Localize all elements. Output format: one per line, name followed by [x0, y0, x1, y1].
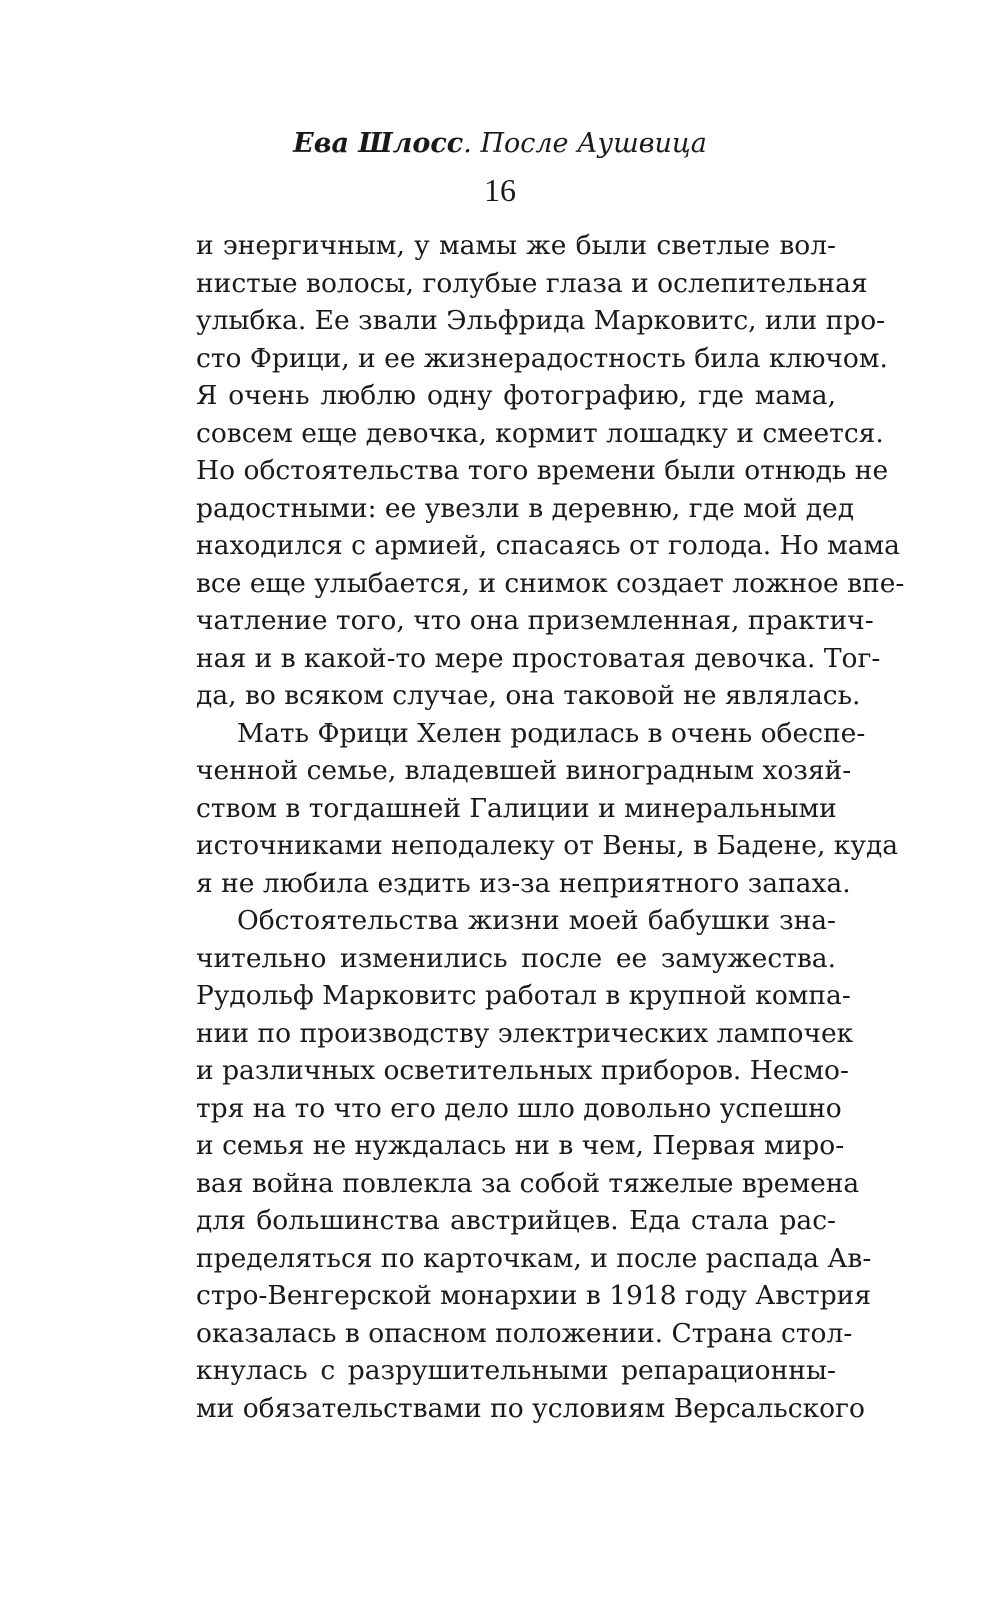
text-line: тря на то что его дело шло довольно успешно: [196, 1092, 842, 1124]
text-line: Обстоятельства жизни моей бабушки зна-: [237, 905, 836, 936]
paragraph: [196, 227, 905, 715]
text-line: и семья не нуждалась ни в чем, Первая миро-: [196, 1130, 845, 1161]
text-line: радостными: ее увезли в деревню, где мой дед: [196, 492, 855, 524]
text-line: оказалась в опасном положении. Страна стол-: [196, 1317, 853, 1349]
text-line: сто Фрици, и ее жизнерадостность била ключом.: [196, 342, 888, 374]
text-line: Но обстоятельства того времени были отнюдь не: [196, 455, 889, 486]
text-line: для большинства австрийцев. Еда стала рас-: [196, 1205, 836, 1236]
text-line: ми обязательствами по условиям Версальского: [196, 1392, 865, 1424]
header-author: Ева Шлосс: [293, 128, 464, 159]
text-line: чатление того, что она приземленная, практич-: [196, 605, 874, 636]
text-line: все еще улыбается, и снимок создает ложное впе-: [196, 567, 905, 599]
running-header: [0, 126, 1000, 162]
text-line: чительно изменились после ее замужества.: [196, 942, 836, 974]
header-separator: .: [463, 128, 472, 159]
text-line: вая война повлекла за собой тяжелые времена: [196, 1167, 860, 1199]
text-line: я не любила ездить из-за неприятного запаха.: [196, 867, 851, 899]
text-line: кнулась с разрушительными репарационны-: [196, 1355, 836, 1386]
paragraph: [196, 902, 872, 1427]
paragraph: [196, 715, 899, 903]
text-line: Мать Фрици Хелен родилась в очень обеспе-: [237, 717, 866, 749]
text-line: ством в тогдашней Галиции и минеральными: [196, 792, 837, 824]
text-line: нии по производству электрических лампочек: [196, 1017, 854, 1049]
text-line: улыбка. Ее звали Эльфрида Марковитс, или про-: [196, 305, 886, 336]
text-line: ная и в какой-то мере простоватая девочка. Тог-: [196, 642, 881, 674]
text-line: нистые волосы, голубые глаза и ослепительная: [196, 267, 868, 299]
text-line: и различных осветительных приборов. Несмо-: [196, 1055, 849, 1086]
text-line: ченной семье, владевшей виноградным хозяй-: [196, 755, 852, 786]
text-line: пределяться по карточкам, и после распада Ав-: [196, 1242, 872, 1274]
text-line: совсем еще девочка, кормит лошадку и смеется.: [196, 417, 884, 449]
text-line: Рудольф Марковитс работал в крупной компа-: [196, 980, 851, 1011]
text-line: стро-Венгерской монархии в 1918 году Австрия: [196, 1280, 872, 1311]
text-line: источниками неподалеку от Вены, в Бадене, куда: [196, 830, 899, 861]
header-book-title: После Аушвица: [480, 128, 707, 159]
text-line: да, во всяком случае, она таковой не являлась.: [196, 680, 861, 711]
text-line: Я очень люблю одну фотографию, где мама,: [196, 380, 836, 411]
page-number: 16: [484, 172, 516, 208]
body-text: [196, 227, 905, 1427]
text-line: находился с армией, спасаясь от голода. Но мама: [196, 530, 900, 561]
text-line: и энергичным, у мамы же были светлые вол-: [196, 230, 836, 261]
